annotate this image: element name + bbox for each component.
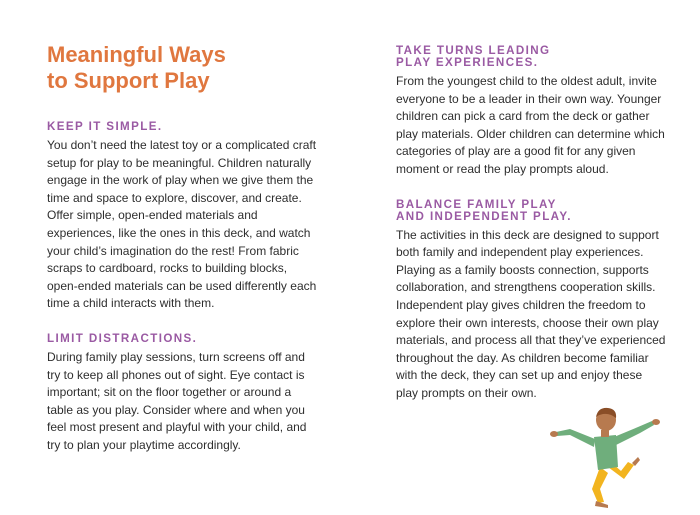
- section-heading-line-2: AND INDEPENDENT PLAY.: [396, 209, 572, 223]
- section-body: During family play sessions, turn screens off and try to keep all phones out of sight. Eye contact is important; sit on the floor together or around a table as you play. Consider where and when you feel most present and playful with your child, and try to plan your playtime accordingly.: [47, 349, 307, 452]
- dancing-child-illustration: [548, 405, 664, 510]
- section-body: You don’t need the latest toy or a complicated craft setup for play to be meaningful. Children naturally engage in the work of play when we give them the time and space to explore, discover, and create. Offer simple, open-ended materials and experiences, like the ones in this deck, and watch your child’s imagination do the rest! From fabric scraps to cardboard, rocks to building blocks, open-ended materials can be used differently each time a child interacts with them.: [47, 138, 317, 311]
- left-column: [47, 121, 319, 475]
- section-heading: KEEP IT SIMPLE.: [47, 120, 163, 133]
- section-heading-line-2: PLAY EXPERIENCES.: [396, 56, 539, 69]
- section-heading: LIMIT DISTRACTIONS.: [47, 331, 198, 345]
- page-title: [47, 42, 347, 94]
- section-heading-line-1: BALANCE FAMILY PLAY: [396, 197, 557, 211]
- section-keep-it-simple: [47, 121, 319, 313]
- section-body: From the youngest child to the oldest adult, invite everyone to be a leader in their own way. Younger children can pick a card from the deck or gather play materials. Older children can determine which categories of play are a good fit for any given moment or read the play prompts aloud.: [396, 74, 665, 176]
- section-limit-distractions: [47, 333, 319, 455]
- section-balance-play: [396, 199, 666, 403]
- title-line-2: to Support Play: [47, 68, 210, 93]
- section-body: The activities in this deck are designed to support both family and independent play experiences. Playing as a family boosts connection, supports collaboration, and strengthens cooperation skills. Independent play gives children the freedom to explore their own interests, choose their own play materials, and process all that they’ve experienced throughout the day. As children become familiar with the deck, they can set up and enjoy these play prompts on their own.: [396, 227, 666, 400]
- right-column: [396, 45, 666, 423]
- title-line-1: Meaningful Ways: [47, 42, 226, 67]
- section-take-turns-leading: [396, 45, 666, 179]
- section-heading-line-1: TAKE TURNS LEADING: [396, 44, 551, 57]
